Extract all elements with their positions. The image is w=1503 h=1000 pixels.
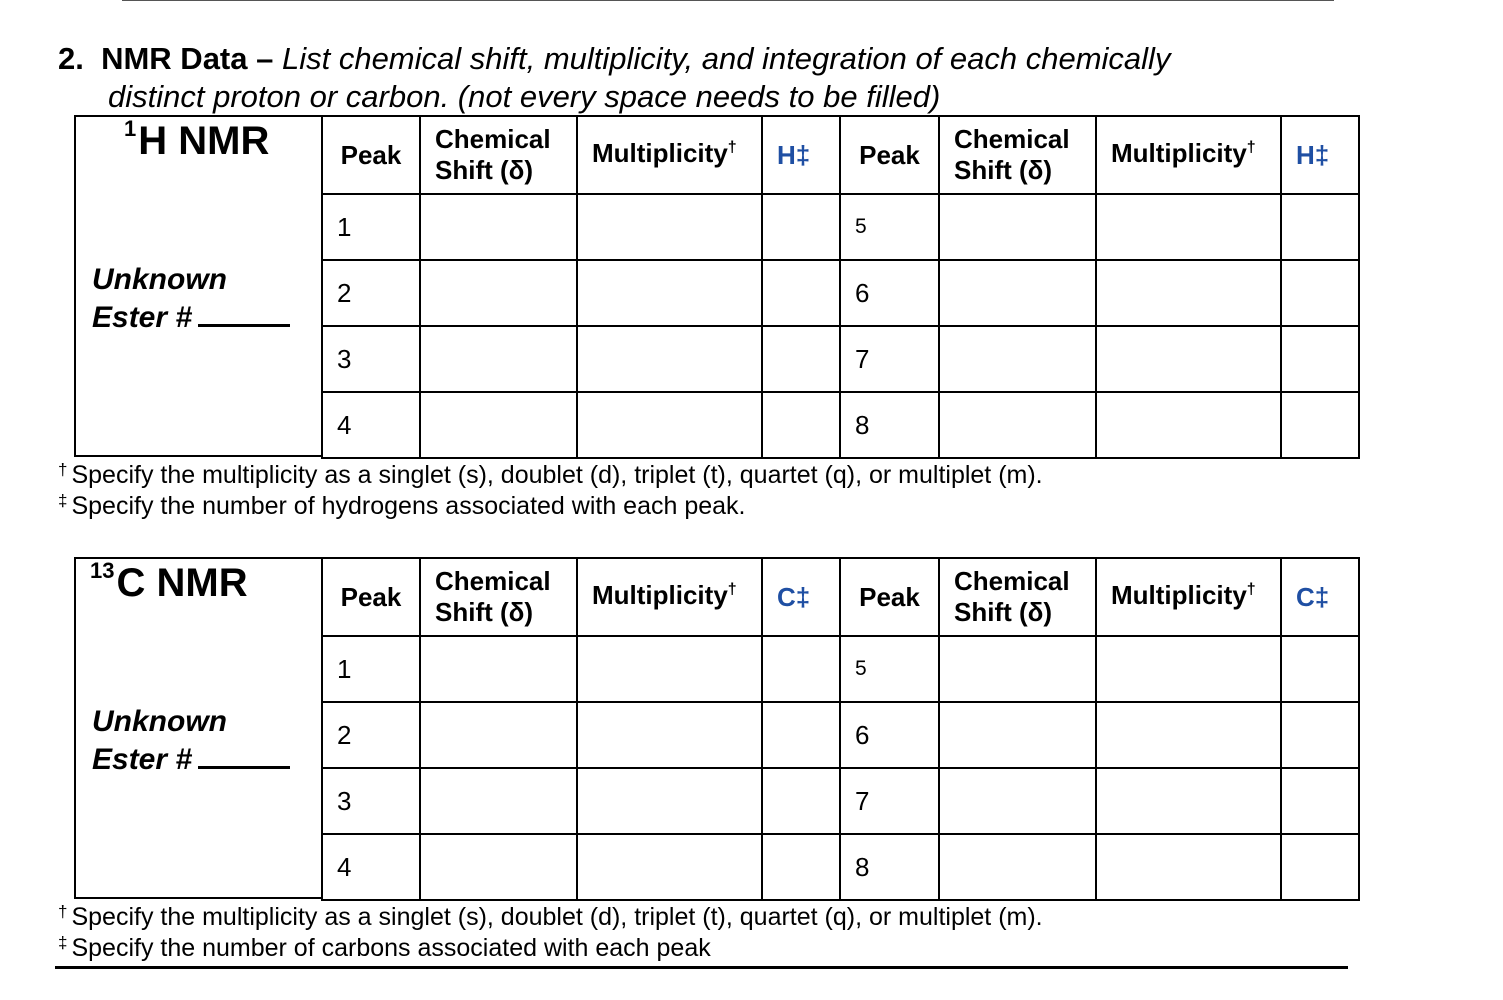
h-shift-input[interactable] [939,326,1096,392]
c-header-row [322,558,1359,636]
c-unknown-line2: Ester # [92,743,193,776]
c-peak-cell: 8 [840,834,939,900]
c-count-input[interactable] [762,702,840,768]
h-note-multiplicity [58,460,1043,493]
c-note-multiplicity-text: Specify the multiplicity as a singlet (s), doublet (d), triplet (t), quartet (q), or multiplet (m). [71,903,1043,931]
c-mult-input[interactable] [1096,702,1281,768]
h-peak-cell: 5 [840,194,939,260]
h-unknown-ester-label [92,261,290,337]
h-count-input[interactable] [762,260,840,326]
h-peak-header: Peak [322,116,420,194]
c-note-dagger: † [58,902,68,921]
c-count-input[interactable] [1281,636,1359,702]
c-mult-header-text: Multiplicity [592,579,728,610]
h-peak-cell: 3 [322,326,420,392]
c-note-carbons-text: Specify the number of carbons associated with each peak [71,934,711,962]
h-note-multiplicity-text: Specify the multiplicity as a singlet (s), doublet (d), triplet (t), quartet (q), or multiplet (m). [71,461,1043,489]
h-peak-cell: 7 [840,326,939,392]
c-count-header [762,558,840,636]
h-count2-header-text: H [1296,139,1315,170]
c-peak-header-2: Peak [840,558,939,636]
h-shift-input[interactable] [420,392,577,458]
c-shift-input[interactable] [939,834,1096,900]
h-shift-input[interactable] [420,194,577,260]
h-note-ddagger: ‡ [58,491,68,510]
c-shift-input[interactable] [939,702,1096,768]
c-shift-input[interactable] [420,834,577,900]
c-ester-number-blank[interactable] [198,744,290,769]
h-nmr-panel [74,115,1361,457]
c-nmr-title-sup: 13 [90,558,115,583]
table-row [322,260,1359,326]
c-peak-cell: 4 [322,834,420,900]
table-row [322,636,1359,702]
h-nmr-label-cell [74,115,322,457]
h-shift-header-line2: Shift (δ) [435,155,534,185]
c-mult-dagger: † [727,580,737,598]
h-shift-header [420,116,577,194]
c-count-input[interactable] [762,834,840,900]
c-shift-header [420,558,577,636]
h-nmr-title-text: H NMR [138,119,270,163]
bottom-rule [55,966,1348,969]
c-unknown-line1: Unknown [92,705,227,738]
h-count-input[interactable] [762,326,840,392]
c-peak-cell: 3 [322,768,420,834]
c-mult-input[interactable] [577,834,762,900]
instruction-line-1: List chemical shift, multiplicity, and integration of each chemically [281,41,1171,76]
c-count-header-2 [1281,558,1359,636]
h-shift-header-2 [939,116,1096,194]
table-row [322,768,1359,834]
h-mult-input[interactable] [577,392,762,458]
h-count-input[interactable] [1281,194,1359,260]
h-nmr-title-sup: 1 [124,116,137,141]
c-mult2-header-text: Multiplicity [1111,579,1247,610]
table-row [322,194,1359,260]
h-mult-input[interactable] [577,326,762,392]
h-count-input[interactable] [762,392,840,458]
h-mult-dagger: † [727,138,737,156]
c-mult-input[interactable] [1096,834,1281,900]
c-count2-ddagger: ‡ [1314,581,1330,612]
c-mult-header [577,558,762,636]
h-count-input[interactable] [762,194,840,260]
h-mult-header [577,116,762,194]
h-count-header [762,116,840,194]
c-count-input[interactable] [1281,834,1359,900]
h-mult-header-text: Multiplicity [592,137,728,168]
c-shift-input[interactable] [420,636,577,702]
c-shift2-header-line2: Shift (δ) [954,597,1053,627]
c-nmr-title [90,558,248,606]
c-note-multiplicity [58,902,1043,935]
h-peak-cell: 8 [840,392,939,458]
c-shift-input[interactable] [939,636,1096,702]
h-mult2-header-text: Multiplicity [1111,137,1247,168]
section-heading [58,40,1171,114]
c-note-carbons [58,933,711,966]
c-count2-header-text: C [1296,581,1315,612]
c-peak-cell: 7 [840,768,939,834]
h-peak-cell: 1 [322,194,420,260]
c-shift-header-line1: Chemical [435,566,551,596]
h-note-hydrogens [58,491,745,524]
c-shift-input[interactable] [939,768,1096,834]
h-shift-input[interactable] [939,260,1096,326]
h-count-header-2 [1281,116,1359,194]
c-peak-header: Peak [322,558,420,636]
c-shift-header-line2: Shift (δ) [435,597,534,627]
section-title: NMR Data [101,41,248,76]
c-peak-cell: 1 [322,636,420,702]
h-shift2-header-line1: Chemical [954,124,1070,154]
h-mult-header-2 [1096,116,1281,194]
h-peak-cell: 6 [840,260,939,326]
c-nmr-panel [74,557,1361,899]
h-mult-input[interactable] [1096,260,1281,326]
c-nmr-title-text: C NMR [116,561,248,605]
h-shift-input[interactable] [939,194,1096,260]
c-shift-input[interactable] [420,702,577,768]
c-unknown-ester-label [92,703,290,779]
c-nmr-table [321,557,1360,901]
instruction-line-2: distinct proton or carbon. (not every space needs to be filled) [108,79,941,114]
c-mult-input[interactable] [1096,636,1281,702]
h-count-ddagger: ‡ [795,139,811,170]
h-count2-ddagger: ‡ [1314,139,1330,170]
c-mult-input[interactable] [577,702,762,768]
c-count-input[interactable] [762,768,840,834]
h-mult-input[interactable] [577,260,762,326]
c-count-input[interactable] [762,636,840,702]
h-note-hydrogens-text: Specify the number of hydrogens associated with each peak. [71,492,746,520]
c-count-input[interactable] [1281,702,1359,768]
c-peak-cell: 2 [322,702,420,768]
h-nmr-table [321,115,1360,459]
c-peak-cell: 5 [840,636,939,702]
h-count-input[interactable] [1281,326,1359,392]
h-unknown-line2: Ester # [92,301,193,334]
c-nmr-label-cell [74,557,322,899]
h-unknown-line1: Unknown [92,263,227,296]
h-header-row [322,116,1359,194]
h-shift-input[interactable] [420,260,577,326]
h-shift-input[interactable] [939,392,1096,458]
h-mult-input[interactable] [577,194,762,260]
h-mult2-dagger: † [1246,138,1256,156]
c-count-header-text: C [777,581,796,612]
c-mult-input[interactable] [1096,768,1281,834]
c-shift2-header-line1: Chemical [954,566,1070,596]
h-peak-cell: 4 [322,392,420,458]
c-shift-header-2 [939,558,1096,636]
c-mult-input[interactable] [577,768,762,834]
title-dash: – [247,41,282,76]
h-note-dagger: † [58,460,68,479]
c-count-input[interactable] [1281,768,1359,834]
table-row [322,702,1359,768]
c-mult2-dagger: † [1246,580,1256,598]
h-mult-input[interactable] [1096,194,1281,260]
section-number: 2. [58,41,84,76]
h-shift-header-line1: Chemical [435,124,551,154]
h-mult-input[interactable] [1096,326,1281,392]
h-peak-cell: 2 [322,260,420,326]
c-shift-input[interactable] [420,768,577,834]
h-shift-input[interactable] [420,326,577,392]
h-count-header-text: H [777,139,796,170]
h-shift2-header-line2: Shift (δ) [954,155,1053,185]
c-mult-header-2 [1096,558,1281,636]
h-mult-input[interactable] [1096,392,1281,458]
c-note-ddagger: ‡ [58,933,68,952]
h-count-input[interactable] [1281,260,1359,326]
c-count-ddagger: ‡ [795,581,811,612]
table-row [322,392,1359,458]
top-rule [122,0,1334,1]
h-peak-header-2: Peak [840,116,939,194]
c-mult-input[interactable] [577,636,762,702]
table-row [322,326,1359,392]
h-ester-number-blank[interactable] [198,302,290,327]
c-peak-cell: 6 [840,702,939,768]
table-row [322,834,1359,900]
h-nmr-title [124,116,270,164]
h-count-input[interactable] [1281,392,1359,458]
